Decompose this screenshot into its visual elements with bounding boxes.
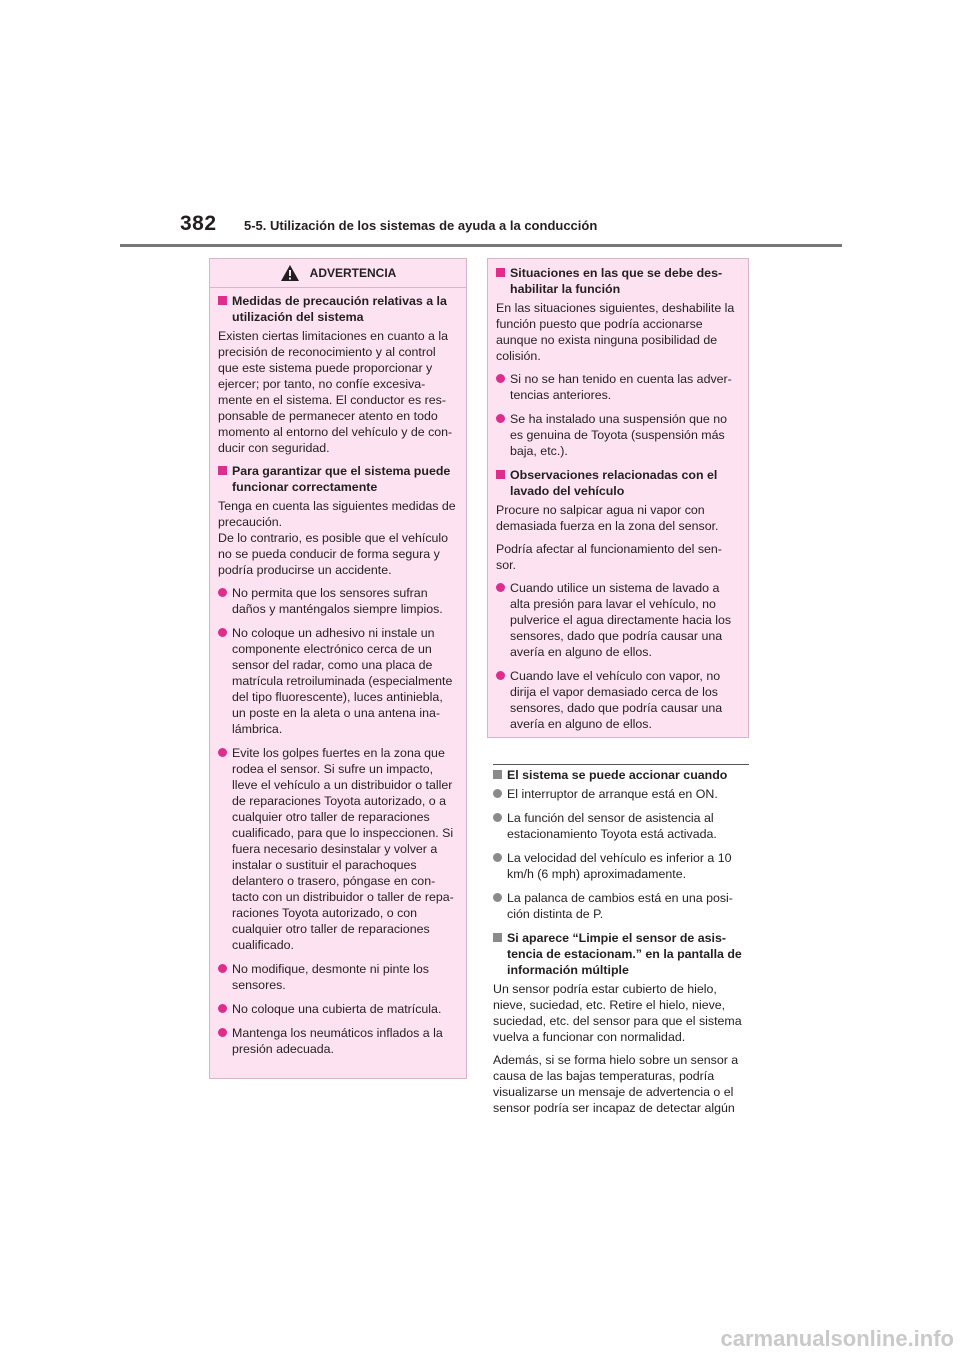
warning-triangle-icon [280, 264, 300, 282]
circle-bullet-icon [496, 583, 505, 592]
list-item [493, 850, 749, 882]
warning-bullet [496, 411, 740, 459]
warning-paragraph: Existen ciertas limitaciones en cuanto a la precisión de reconocimiento y al control que este sistema puede proporcionar y ejercer; por tanto, no confíe excesiva-mente en el sistema. El conductor es res-ponsable de permanecer atento en todo momento al entorno del vehículo y de con-ducir con seguridad. [218, 329, 453, 455]
body-column [493, 764, 749, 1123]
section-heading [493, 767, 749, 783]
bullet-text: No modifique, desmonte ni pinte los sensores. [232, 962, 429, 992]
warning-paragraph: Tenga en cuenta las siguientes medidas de precaución. De lo contrario, es posible que el vehículo no se pueda conducir de forma segura y podría producirse un accidente. [218, 499, 456, 577]
bullet-text: Evite los golpes fuertes en la zona que rodea el sensor. Si sufre un impacto, lleve el vehículo a un distribuidor o taller de reparaciones Toyota autorizado, o a cualquier otro taller de reparaciones cualificado, para que lo inspeccionen. Si fuera necesario desinstalar y volver a instalar o sustituir el parachoques delantero o trasero, póngase en con-tacto con un distribuidor o taller de repa-raciones Toyota autorizado, o con cualquier otro taller de reparaciones cualificado. [232, 746, 454, 952]
bullet-text: No permita que los sensores sufran daños y manténgalos siempre limpios. [232, 586, 443, 616]
circle-bullet-icon [496, 374, 505, 383]
circle-bullet-icon [493, 853, 502, 862]
bullet-text: La velocidad del vehículo es inferior a 10 km/h (6 mph) aproximadamente. [507, 851, 732, 881]
circle-bullet-icon [218, 628, 227, 637]
circle-bullet-icon [218, 748, 227, 757]
circle-bullet-icon [493, 893, 502, 902]
bullet-text: La función del sensor de asistencia al estacionamiento Toyota está activada. [507, 811, 717, 841]
bullet-text: Cuando utilice un sistema de lavado a alta presión para lavar el vehículo, no pulverice el agua directamente hacia los sensores, dado que podría causar una avería en alguno de ellos. [510, 581, 732, 659]
heading-text: Si aparece “Limpie el sensor de asis-tencia de estacionam.” en la pantalla de información múltiple [507, 931, 742, 977]
body-paragraph: Además, si se forma hielo sobre un sensor a causa de las bajas temperaturas, podría visualizarse un mensaje de advertencia o el sensor podría ser incapaz de detectar algún [493, 1053, 739, 1115]
warning-heading [218, 293, 458, 325]
warning-paragraph: En las situaciones siguientes, deshabilite la función puesto que podría accionarse aunque no exista ninguna posibilidad de colisión. [496, 301, 735, 363]
list-item [493, 786, 749, 802]
warning-bullet [496, 371, 740, 403]
heading-text: Situaciones en las que se debe des-habilitar la función [510, 266, 723, 296]
circle-bullet-icon [493, 789, 502, 798]
warning-bullet [218, 585, 458, 617]
bullet-text: Mantenga los neumáticos inflados a la presión adecuada. [232, 1026, 443, 1056]
circle-bullet-icon [496, 414, 505, 423]
bullet-text: No coloque una cubierta de matrícula. [232, 1002, 442, 1016]
page-number: 382 [180, 212, 217, 235]
bullet-text: Se ha instalado una suspensión que no es genuina de Toyota (suspensión más baja, etc.). [510, 412, 728, 458]
warning-bullet [218, 1001, 458, 1017]
bullet-text: El interruptor de arranque está en ON. [507, 787, 718, 801]
square-bullet-icon [218, 296, 227, 305]
warning-paragraph: Podría afectar al funcionamiento del sen-sor. [496, 542, 722, 572]
square-bullet-icon [493, 933, 502, 942]
warning-box-continued [487, 258, 749, 738]
warning-title: ADVERTENCIA [309, 266, 397, 280]
list-item [493, 810, 749, 842]
circle-bullet-icon [218, 1028, 227, 1037]
circle-bullet-icon [218, 964, 227, 973]
circle-bullet-icon [493, 813, 502, 822]
warning-heading [218, 463, 458, 495]
warning-bullet [496, 668, 740, 732]
warning-bullet [496, 580, 740, 660]
warning-bullet [218, 1025, 458, 1057]
heading-text: El sistema se puede accionar cuando [507, 768, 728, 782]
heading-text: Observaciones relacionadas con el lavado del vehículo [510, 468, 718, 498]
warning-heading [496, 265, 740, 297]
square-bullet-icon [496, 470, 505, 479]
bullet-text: Si no se han tenido en cuenta las adver-tencias anteriores. [510, 372, 732, 402]
watermark: carmanualsonline.info [720, 1326, 954, 1351]
bullet-text: La palanca de cambios está en una posi-ción distinta de P. [507, 891, 733, 921]
heading-text: Medidas de precaución relativas a la utilización del sistema [232, 294, 447, 324]
header-rule [120, 244, 842, 247]
circle-bullet-icon [218, 1004, 227, 1013]
section-heading [493, 930, 749, 978]
warning-bullet [218, 625, 458, 737]
warning-paragraph: Procure no salpicar agua ni vapor con demasiada fuerza en la zona del sensor. [496, 503, 719, 533]
bullet-text: Cuando lave el vehículo con vapor, no dirija el vapor demasiado cerca de los sensores, dado que podría causar una avería en alguno de ellos. [510, 669, 723, 731]
circle-bullet-icon [496, 671, 505, 680]
square-bullet-icon [496, 268, 505, 277]
list-item [493, 890, 749, 922]
square-bullet-icon [218, 466, 227, 475]
bullet-text: No coloque un adhesivo ni instale un componente electrónico cerca de un sensor del radar, como una placa de matrícula retroiluminada (especialmente del tipo fluorescente), luces antiniebla, un poste en la aleta o una antena ina-lámbrica. [232, 626, 453, 736]
warning-bullet [218, 745, 458, 953]
warning-heading [496, 467, 740, 499]
body-paragraph: Un sensor podría estar cubierto de hielo, nieve, suciedad, etc. Retire el hielo, nieve, suciedad, etc. del sensor para que el sistema vuelva a funcionar con normalidad. [493, 982, 742, 1044]
section-divider [493, 764, 749, 765]
circle-bullet-icon [218, 588, 227, 597]
heading-text: Para garantizar que el sistema puede funcionar correctamente [232, 464, 451, 494]
warning-bullet [218, 961, 458, 993]
warning-box [209, 258, 467, 1079]
square-bullet-icon [493, 770, 502, 779]
section-header: 5-5. Utilización de los sistemas de ayuda a la conducción [244, 218, 598, 233]
warning-header [210, 259, 466, 288]
